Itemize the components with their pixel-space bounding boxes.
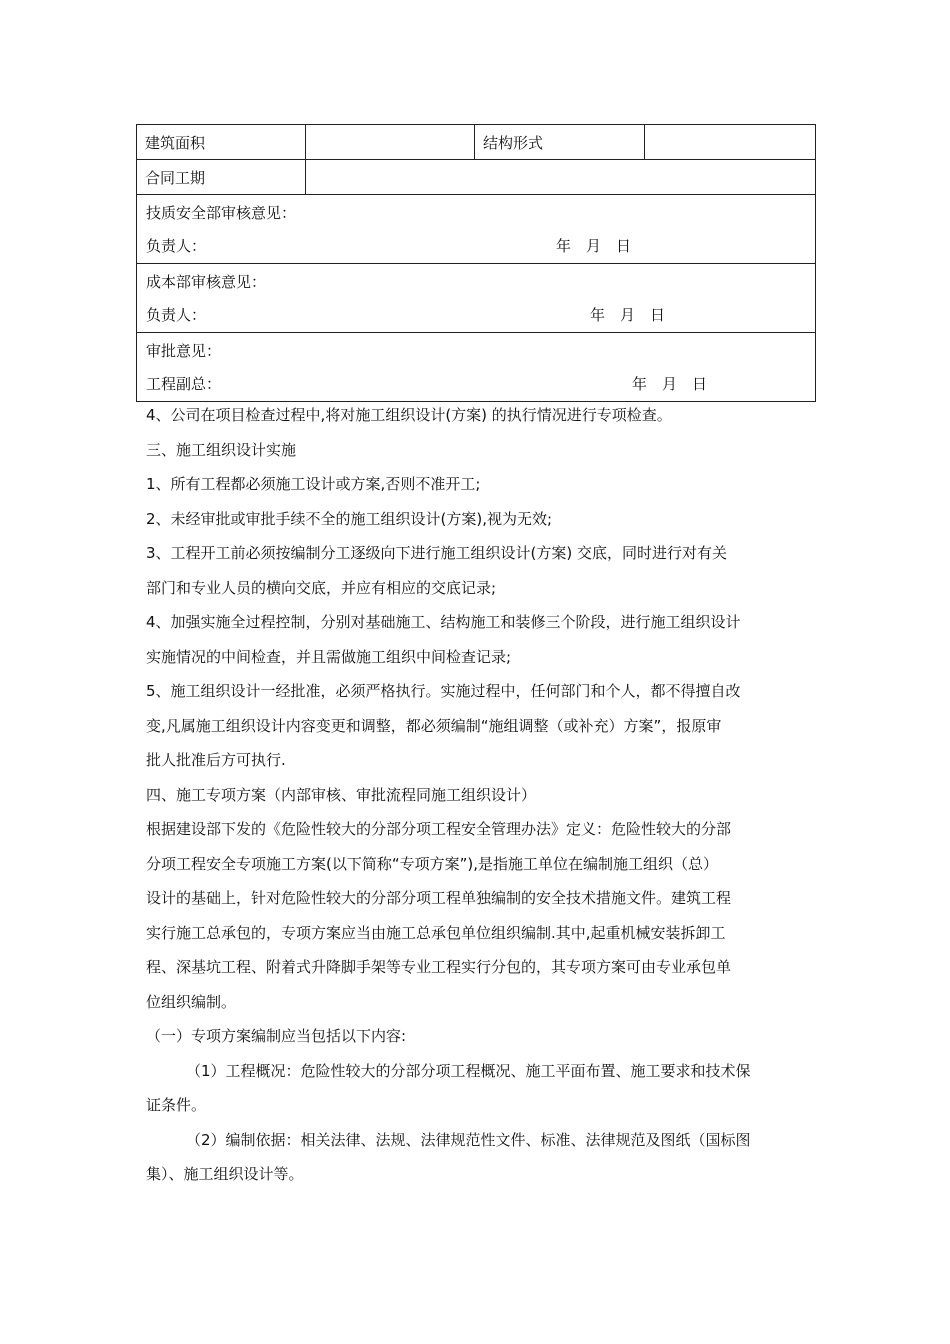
text-line: 实行施工总承包的，专项方案应当由施工总承包单位组织编制.其中,起重机械安装拆卸工 bbox=[146, 923, 726, 942]
text-line: 证条件。 bbox=[146, 1096, 207, 1114]
text-line: 1、所有工程都必须施工设计或方案,否则不准开工; bbox=[146, 475, 481, 493]
structure-value bbox=[645, 125, 816, 160]
table-row bbox=[137, 195, 816, 264]
table-row bbox=[137, 333, 816, 402]
text-line: 设计的基础上，针对危险性较大的分部分项工程单独编制的安全技术措施文件。建筑工程 bbox=[146, 889, 732, 907]
building-area-label: 建筑面积 bbox=[137, 125, 306, 160]
building-area-value bbox=[306, 125, 475, 160]
text-line: 3、工程开工前必须按编制分工逐级向下进行施工组织设计(方案) 交底，同时进行对有关 bbox=[146, 544, 728, 562]
text-line: 5、施工组织设计一经批准，必须严格执行。实施过程中，任何部门和个人，都不得擅自改 bbox=[146, 682, 741, 700]
text-line: 变,凡属施工组织设计内容变更和调整，都必须编制“施组调整（或补充）方案”，报原审 bbox=[146, 716, 722, 735]
table-row bbox=[137, 160, 816, 195]
text-line: 分项工程安全专项施工方案(以下简称“专项方案”),是指施工单位在编制施工组织（总） bbox=[146, 854, 719, 873]
tech-quality-signer-label: 负责人： bbox=[146, 237, 207, 255]
text-line: 位组织编制。 bbox=[146, 992, 237, 1011]
tech-quality-review-cell bbox=[137, 195, 816, 264]
text-line: 程、深基坑工程、附着式升降脚手架等专业工程实行分包的，其专项方案可由专业承包单 bbox=[146, 958, 732, 976]
list-item: （2）编制依据：相关法律、法规、法律规范性文件、标准、法律规范及图纸（国标图 bbox=[186, 1130, 751, 1149]
subsection-heading: （一）专项方案编制应当包括以下内容: bbox=[146, 1027, 407, 1045]
text-line: 集）、施工组织设计等。 bbox=[146, 1165, 304, 1183]
tech-quality-review-title: 技质安全部审核意见： bbox=[146, 204, 297, 222]
body-text bbox=[146, 398, 818, 1192]
approval-form-table bbox=[136, 124, 816, 402]
structure-label: 结构形式 bbox=[475, 125, 645, 160]
contract-period-label: 合同工期 bbox=[137, 160, 306, 195]
text-line: 4、公司在项目检查过程中,将对施工组织设计(方案) 的执行情况进行专项检查。 bbox=[146, 406, 672, 424]
approval-title: 审批意见： bbox=[146, 342, 222, 360]
cost-date: 年 月 日 bbox=[590, 306, 666, 324]
cost-signer-label: 负责人： bbox=[146, 306, 207, 324]
text-line: 部门和专业人员的横向交底，并应有相应的交底记录; bbox=[146, 578, 497, 597]
text-line: 4、加强实施全过程控制，分别对基础施工、结构施工和装修三个阶段，进行施工组织设计 bbox=[146, 613, 741, 631]
text-line: 批人批准后方可执行. bbox=[146, 751, 286, 769]
section-heading: 三、施工组织设计实施 bbox=[146, 440, 297, 459]
table-row bbox=[137, 264, 816, 333]
contract-period-value bbox=[306, 160, 816, 195]
text-line: 2、未经审批或审批手续不全的施工组织设计(方案),视为无效; bbox=[146, 509, 553, 528]
approval-cell bbox=[137, 333, 816, 402]
cost-review-title: 成本部审核意见： bbox=[146, 273, 267, 291]
text-line: 根据建设部下发的《危险性较大的分部分项工程安全管理办法》定义：危险性较大的分部 bbox=[146, 820, 732, 838]
approval-date: 年 月 日 bbox=[632, 375, 708, 393]
table-row bbox=[137, 125, 816, 160]
tech-quality-date: 年 月 日 bbox=[556, 237, 632, 255]
cost-review-cell bbox=[137, 264, 816, 333]
text-line: 实施情况的中间检查，并且需做施工组织中间检查记录; bbox=[146, 647, 512, 666]
approval-signer-label: 工程副总： bbox=[146, 375, 222, 393]
list-item: （1）工程概况：危险性较大的分部分项工程概况、施工平面布置、施工要求和技术保 bbox=[186, 1061, 751, 1080]
section-heading: 四、施工专项方案（内部审核、审批流程同施工组织设计） bbox=[146, 785, 537, 804]
